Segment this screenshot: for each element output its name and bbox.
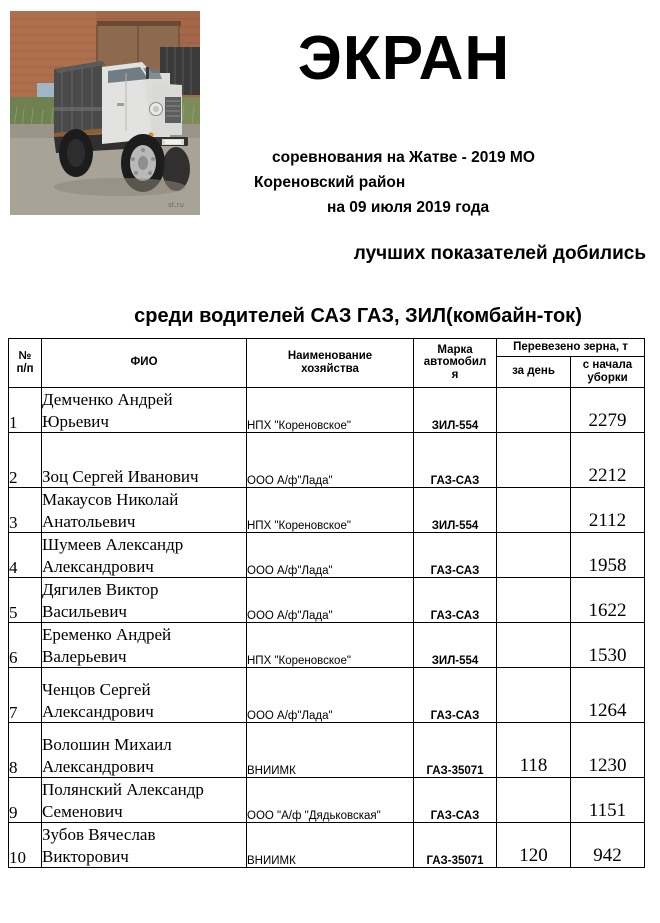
cell-driver-name: [42, 667, 247, 722]
cell-per-day: [497, 387, 571, 432]
cell-driver-name: [42, 387, 247, 432]
cell-farm-name: ВНИИМК: [247, 822, 414, 867]
cell-since-start: 1264: [571, 667, 645, 722]
driver-name-line-2: Александрович: [42, 556, 154, 576]
cell-farm-name: НПХ "Кореновское": [247, 487, 414, 532]
cell-vehicle-mark: ЗИЛ-554: [414, 487, 497, 532]
cell-driver-name: [42, 722, 247, 777]
cell-driver-name: [42, 577, 247, 622]
document-header: [0, 0, 660, 338]
driver-name-line-1: Демченко Андрей: [42, 390, 173, 410]
cell-driver-name: [42, 432, 247, 487]
col-no-line1: №: [18, 349, 32, 362]
table-body: [9, 387, 645, 867]
cell-driver-name: [42, 622, 247, 667]
cell-per-day: [497, 622, 571, 667]
col-farm-line2: хозяйства: [301, 362, 359, 375]
column-header-mark: [414, 339, 497, 388]
cell-since-start: 2279: [571, 387, 645, 432]
results-table-wrapper: [8, 338, 645, 868]
cell-since-start: 2212: [571, 432, 645, 487]
cell-farm-name: НПХ "Кореновское": [247, 387, 414, 432]
column-header-since-start: [571, 356, 645, 387]
cell-row-number: 7: [9, 667, 42, 722]
cell-vehicle-mark: ГАЗ-САЗ: [414, 532, 497, 577]
driver-name-line-1: Полянский Александр: [42, 780, 204, 800]
cell-vehicle-mark: ГАЗ-САЗ: [414, 577, 497, 622]
col-no-line2: п/п: [16, 362, 34, 375]
cell-farm-name: ООО А/ф"Лада": [247, 532, 414, 577]
cell-farm-name: НПХ "Кореновское": [247, 622, 414, 667]
cell-farm-name: ООО А/ф"Лада": [247, 432, 414, 487]
driver-name-line-2: Александрович: [42, 701, 154, 721]
col-mark-line2: автомобил: [423, 356, 487, 369]
cell-vehicle-mark: ГАЗ-САЗ: [414, 432, 497, 487]
cell-since-start: 1622: [571, 577, 645, 622]
cell-vehicle-mark: ГАЗ-САЗ: [414, 777, 497, 822]
cell-per-day: [497, 532, 571, 577]
table-row: [9, 622, 645, 667]
achievement-heading: лучших показателей добились: [353, 243, 646, 264]
cell-row-number: 4: [9, 532, 42, 577]
column-header-per-day: за день: [497, 356, 571, 387]
cell-farm-name: ООО А/ф"Лада": [247, 577, 414, 622]
results-table: [8, 338, 645, 868]
table-row: [9, 487, 645, 532]
col-mark-line3: я: [451, 369, 459, 382]
cell-per-day: [497, 432, 571, 487]
cell-vehicle-mark: ЗИЛ-554: [414, 622, 497, 667]
cell-vehicle-mark: ГАЗ-35071: [414, 822, 497, 867]
driver-name-line-1: Макаусов Николай: [42, 490, 179, 510]
page-title: ЭКРАН: [297, 24, 511, 93]
col-since-line2: уборки: [587, 371, 628, 384]
table-row: [9, 822, 645, 867]
driver-name-line-1: Еременко Андрей: [42, 625, 172, 645]
column-header-farm: [247, 339, 414, 388]
cell-since-start: 1530: [571, 622, 645, 667]
cell-row-number: 2: [9, 432, 42, 487]
cell-per-day: [497, 667, 571, 722]
cell-row-number: 6: [9, 622, 42, 667]
subtitle-line-1: соревнования на Жатве - 2019 МО: [272, 149, 535, 166]
category-heading: среди водителей САЗ ГАЗ, ЗИЛ(комбайн-ток): [134, 305, 582, 327]
cell-since-start: 1230: [571, 722, 645, 777]
subtitle-line-2: Кореновский район: [254, 174, 406, 192]
driver-name-line-2: Викторович: [42, 846, 129, 866]
driver-name-line-1: Дягилев Виктор: [42, 580, 159, 600]
table-row: [9, 387, 645, 432]
cell-driver-name: [42, 777, 247, 822]
column-header-transported-group: Перевезено зерна, т: [497, 339, 645, 357]
driver-name-line-2: Семенович: [42, 801, 123, 821]
cell-driver-name: [42, 487, 247, 532]
cell-driver-name: [42, 532, 247, 577]
cell-since-start: 942: [571, 822, 645, 867]
column-header-fio: ФИО: [42, 339, 247, 388]
driver-name-line-1: Зубов Вячеслав: [42, 825, 156, 845]
cell-farm-name: ООО "А/ф "Дядьковская": [247, 777, 414, 822]
cell-row-number: 9: [9, 777, 42, 822]
cell-since-start: 1151: [571, 777, 645, 822]
cell-vehicle-mark: ГАЗ-35071: [414, 722, 497, 777]
driver-name-line-2: Александрович: [42, 756, 154, 776]
cell-per-day: 118: [497, 722, 571, 777]
cell-farm-name: ООО А/ф"Лада": [247, 667, 414, 722]
column-header-no: [9, 339, 42, 388]
table-row: [9, 432, 645, 487]
cell-row-number: 5: [9, 577, 42, 622]
cell-since-start: 2112: [571, 487, 645, 532]
table-row: [9, 667, 645, 722]
cell-farm-name: ВНИИМК: [247, 722, 414, 777]
cell-vehicle-mark: ЗИЛ-554: [414, 387, 497, 432]
driver-name-line-1: Шумеев Александр: [42, 535, 184, 555]
driver-name-line-1: Ченцов Сергей: [42, 680, 151, 700]
cell-driver-name: [42, 822, 247, 867]
cell-per-day: 120: [497, 822, 571, 867]
table-row: [9, 532, 645, 577]
cell-per-day: [497, 777, 571, 822]
cell-row-number: 1: [9, 387, 42, 432]
cell-per-day: [497, 577, 571, 622]
cell-row-number: 10: [9, 822, 42, 867]
driver-name-line-2: Зоц Сергей Иванович: [42, 466, 199, 486]
col-farm-line1: Наименование: [287, 349, 373, 362]
driver-name-line-2: Анатольевич: [42, 511, 136, 531]
subtitle-line-3: на 09 июля 2019 года: [327, 199, 490, 217]
cell-row-number: 3: [9, 487, 42, 532]
cell-per-day: [497, 487, 571, 532]
event-subtitle: [212, 145, 660, 220]
driver-name-line-1: Волошин Михаил: [42, 735, 172, 755]
table-row: [9, 777, 645, 822]
table-header-row: [9, 339, 645, 357]
table-head: [9, 339, 645, 388]
col-since-line1: с начала: [582, 358, 633, 371]
cell-row-number: 8: [9, 722, 42, 777]
table-row: [9, 577, 645, 622]
cell-vehicle-mark: ГАЗ-САЗ: [414, 667, 497, 722]
col-mark-line1: Марка: [437, 343, 473, 356]
driver-name-line-2: Юрьевич: [42, 411, 109, 431]
driver-name-line-2: Валерьевич: [42, 646, 127, 666]
table-row: [9, 722, 645, 777]
cell-since-start: 1958: [571, 532, 645, 577]
photo-watermark: st.ru: [168, 201, 184, 209]
driver-name-line-2: Васильевич: [42, 601, 127, 621]
